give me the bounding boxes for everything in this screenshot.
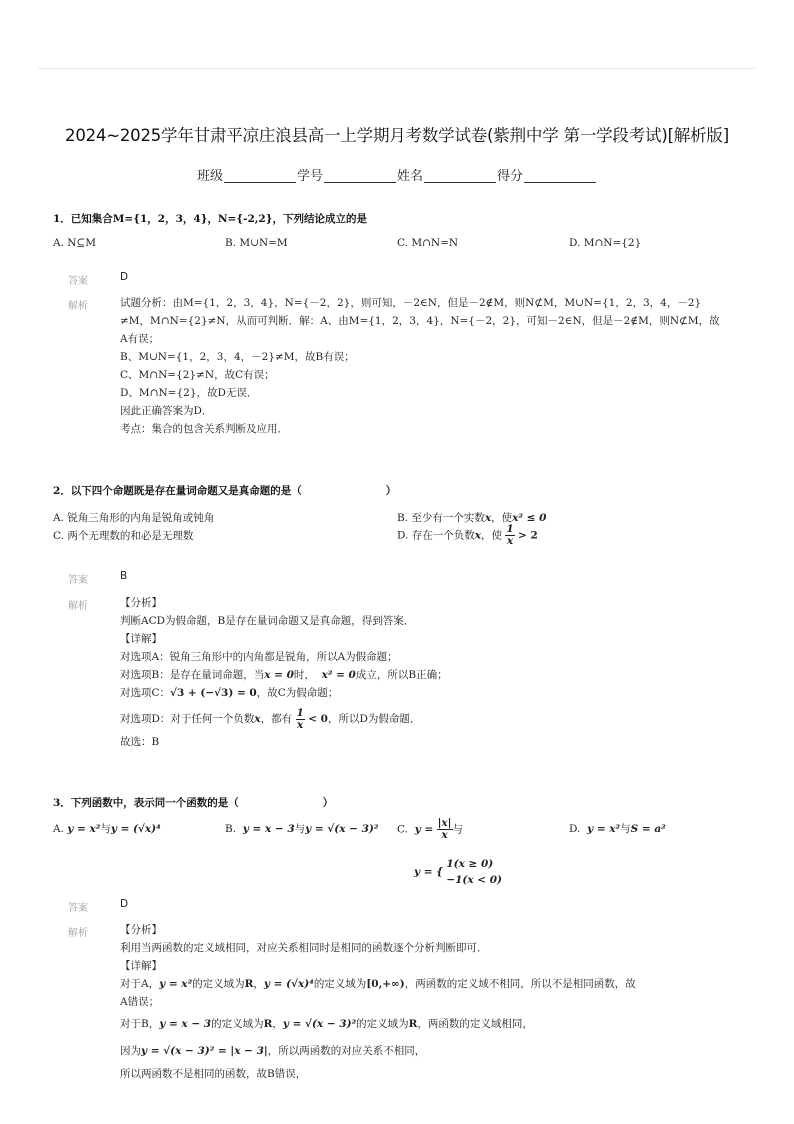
q2-answer: B: [120, 570, 128, 582]
q1-analysis-line-1: 试题分析：由M={1，2，3，4}，N={－2，2}，则可知，－2∈N，但是－2∉M，则N⊄M，M∪N={1，2，3，4，－2}: [120, 297, 702, 309]
q1-analysis-line-5: C、M∩N={2}≠N，故C有误；: [120, 369, 275, 381]
q3-analysis-line-3: 【详解】: [120, 960, 162, 972]
q1-analysis-label: 解析: [68, 301, 88, 312]
q3-c-fraction: $\frac{|x|}{x}$: [437, 817, 452, 841]
q3-option-b: B. y = x − 3与y = √(x − 3)²: [225, 823, 379, 835]
question-1-stem: 1．已知集合M={1，2，3，4}，N={-2,2}，下列结论成立的是: [53, 213, 367, 225]
q1-option-d: D. M∩N={2}: [569, 237, 642, 249]
q3-answer: D: [120, 898, 129, 910]
q3-analysis-label: 解析: [68, 928, 88, 939]
q2-analysis-line-2: 判断ACD为假命题，B是存在量词命题又是真命题，得到答案．: [120, 615, 415, 627]
q1-analysis-line-4: B、M∪N={1，2，3，4，－2}≠M，故B有误；: [120, 351, 355, 363]
q1-analysis-line-3: A有误；: [120, 333, 160, 345]
name-blank[interactable]: [424, 168, 496, 183]
q1-analysis-line-6: D、M∩N={2}，故D无误．: [120, 387, 258, 399]
page-title: 2024~2025学年甘肃平凉庄浪县高一上学期月考数学试卷(紫荆中学 第一学段考试)[解析版]: [65, 126, 729, 145]
q1-option-a: A. N⊆M: [53, 237, 96, 249]
q2-analysis-line-3: 【详解】: [120, 633, 162, 645]
q2-d-fraction: $\frac{1}{x}$: [506, 523, 514, 547]
q1-analysis-line-7: 因此正确答案为D．: [120, 405, 213, 417]
q3-analysis-line-6: 对于B，y = x − 3的定义域为R，y = √(x − 3)²的定义域为R，两函数的定义域相同，: [120, 1018, 533, 1030]
q3-answer-label: 答案: [68, 903, 88, 914]
q3-option-d: D. y = x²与S = a²: [569, 823, 666, 835]
class-label: 班级: [196, 169, 223, 184]
student-info-row: [0, 165, 794, 184]
q3-option-c: C. y = $\frac{|x|}{x}$ 与: [397, 817, 463, 841]
q1-analysis-line-2: ≠M，M∩N={2}≠N，从而可判断．解：A、由M={1，2，3，4}，N={－2，2}，可知－2∈N，但是－2∉M，则N⊄M，故: [120, 315, 720, 327]
q2-analysis-fraction: $\frac{1}{x}$: [296, 706, 304, 731]
header-rule: [38, 68, 756, 69]
q2-analysis-line-6: 对选项C：√3 + (−√3) = 0，故C为假命题；: [120, 687, 339, 699]
q2-answer-label: 答案: [68, 575, 88, 586]
q3-analysis-line-4: 对于A，y = x²的定义域为R，y = (√x)⁴的定义域为[0,+∞)，两函数的定义域不相同，所以不是相同函数，故: [120, 978, 636, 990]
q2-option-d: D. 存在一个负数x，使 $\frac{1}{x}$ > 2: [397, 523, 538, 547]
score-label: 得分: [497, 169, 524, 184]
q3-analysis-line-7: 因为y = √(x − 3)² = |x − 3|，所以两函数的对应关系不相同，: [120, 1045, 426, 1057]
q1-answer: D: [120, 271, 129, 283]
q2-analysis-line-4: 对选项A：锐角三角形中的内角都是锐角，所以A为假命题；: [120, 651, 398, 663]
question-3-stem: 3．下列函数中，表示同一个函数的是（ ）: [53, 797, 334, 809]
q1-analysis-line-8: 考点：集合的包含关系判断及应用．: [120, 423, 288, 435]
q3-option-a: A. y = x²与y = (√x)⁴: [53, 823, 161, 835]
q2-option-a: A. 锐角三角形的内角是锐角或钝角: [53, 512, 215, 524]
q2-analysis-line-7: 对选项D：对于任何一个负数x，都有 $\frac{1}{x}$ < 0，所以D为假命题．: [120, 706, 421, 731]
q3-analysis-line-8: 所以两函数不是相同的函数，故B错误，: [120, 1068, 307, 1080]
class-blank[interactable]: [224, 168, 296, 183]
q1-option-b: B. M∪N=M: [225, 237, 288, 249]
q3-analysis-line-2: 利用当两函数的定义域相同，对应关系相同时是相同的函数逐个分析判断即可．: [120, 942, 488, 954]
q3-analysis-line-5: A错误；: [120, 996, 160, 1008]
q2-analysis-line-8: 故选：B: [120, 736, 160, 748]
q2-analysis-line-5: 对选项B：是存在量词命题，当x = 0时， x² = 0成立，所以B正确；: [120, 669, 448, 681]
q3-analysis-line-1: 【分析】: [120, 924, 162, 936]
question-2-stem: 2．以下四个命题既是存在量词命题又是真命题的是（ ）: [53, 485, 397, 497]
name-label: 姓名: [397, 169, 424, 184]
q1-answer-label: 答案: [68, 276, 88, 287]
q3-option-c-system: y = { 1(x ≥ 0) −1(x < 0): [414, 858, 503, 886]
student-id-blank[interactable]: [324, 168, 396, 183]
q2-option-b: B. 至少有一个实数x，使x² ≤ 0: [397, 512, 547, 524]
q2-analysis-label: 解析: [68, 601, 88, 612]
student-id-label: 学号: [296, 169, 323, 184]
score-blank[interactable]: [524, 168, 596, 183]
q2-analysis-line-1: 【分析】: [120, 597, 162, 609]
q1-option-c: C. M∩N=N: [397, 237, 459, 249]
q2-option-c: C. 两个无理数的和必是无理数: [53, 530, 194, 542]
